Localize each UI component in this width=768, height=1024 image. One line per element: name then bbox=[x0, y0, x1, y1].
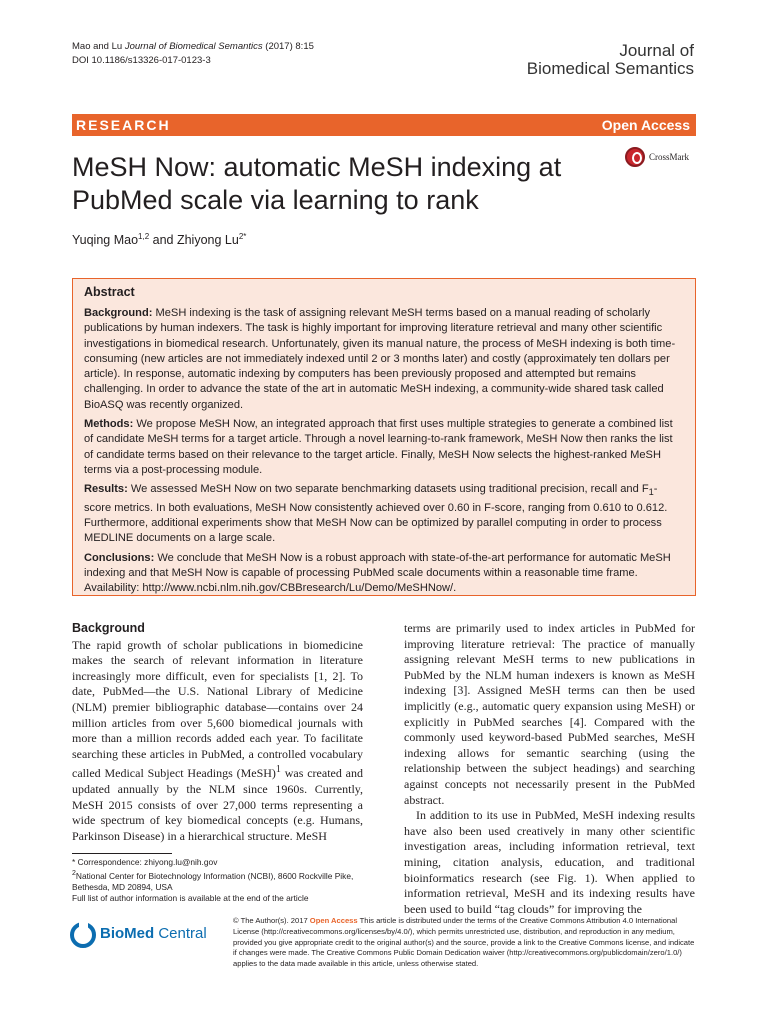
abstract-conclusions-text: We conclude that MeSH Now is a robust approach with state-of-the-art performance for automatic MeSH indexing and that MeSH Now is capable of processing PubMed scale documents within a reasonable time frame. Availability: http://www.ncbi.nlm.nih.gov/CBBresearch/Lu/Demo/MeSHNow/. bbox=[84, 551, 671, 595]
abstract-conclusions-label: Conclusions: bbox=[84, 551, 155, 564]
crossmark-icon bbox=[625, 147, 645, 167]
biomed-central-icon bbox=[70, 922, 96, 948]
author-info-note: Full list of author information is available at the end of the article bbox=[72, 893, 309, 904]
license-notice bbox=[233, 916, 698, 970]
affiliation-text: National Center for Biotechnology Information (NCBI), 8600 Rockville Pike, Bethesda, MD 20894, USA bbox=[72, 871, 354, 893]
biomed-central-wordmark bbox=[100, 925, 207, 942]
abstract-background-label: Background: bbox=[84, 307, 153, 319]
journal-name-line1: Journal of bbox=[619, 41, 694, 60]
abstract-methods bbox=[84, 417, 684, 478]
article-type-bar bbox=[72, 114, 696, 136]
footnotes bbox=[72, 857, 372, 905]
abstract-results bbox=[84, 482, 684, 546]
citation-rest: (2017) 8:15 bbox=[262, 41, 314, 52]
affiliation-sup: 2 bbox=[72, 870, 76, 878]
body-text-b: was created and updated annually by the NLM since 1960s. Currently, MeSH 2015 consists of over 27,000 terms representing a wide spectrum of key biomedical concepts (e.g. Humans, Parkinson Disease) in a hierarchical structure. MeSH bbox=[72, 766, 364, 843]
author-1-affil: 1,2 bbox=[138, 232, 150, 241]
author-2[interactable]: and Zhiyong Lu bbox=[149, 233, 239, 248]
author-list bbox=[72, 232, 246, 247]
body-paragraph bbox=[72, 638, 363, 845]
abstract-background bbox=[84, 306, 684, 413]
journal-name bbox=[527, 42, 694, 78]
section-heading-background: Background bbox=[72, 621, 145, 635]
body-column-left bbox=[72, 621, 363, 844]
abstract-results-text-b: -score metrics. In both evaluations, MeSH Now consistently achieved over 0.60 in F-score, ranging from 0.610 to 0.612. Furthermore, additional experiments show that MeSH Now can be optimized by parallel computing in order to process MEDLINE documents on a large scale. bbox=[84, 483, 668, 545]
abstract-results-text-a: We assessed MeSH Now on two separate benchmarking datasets using traditional precision, recall and F bbox=[127, 483, 649, 496]
article-title: MeSH Now: automatic MeSH indexing at PubMed scale via learning to rank bbox=[72, 152, 562, 215]
affiliation bbox=[72, 868, 372, 893]
citation-line bbox=[72, 40, 314, 54]
license-text: This article is distributed under the terms of the Creative Commons Attribution 4.0 International License (http://creativecommons.org/licenses/by/4.0/), which permits unrestricted use, distribution, and reproduction in any medium, provided you give appropriate credit to the original author(s) and the source, provide a link to the Creative Commons license, and indicate if changes were made. The Creative Commons Public Domain Dedication waiver (http://creativecommons.org/publicdomain/zero/1.0/) applies to the data made available in this article, unless otherwise stated. bbox=[233, 916, 695, 969]
author-2-affil: 2* bbox=[238, 232, 247, 241]
body-paragraph: In addition to its use in PubMed, MeSH indexing results have also been used creatively in many other scientific investigation areas, including information retrieval, text mining, citation analysis, education, and traditional bioinformatics research (see Fig. 1). When applied to information retrieval, MeSH and its indexing results have been used to build “tag clouds” for improving the bbox=[404, 808, 695, 916]
license-prefix: © The Author(s). 2017 bbox=[233, 916, 310, 925]
doi[interactable]: DOI 10.1186/s13326-017-0123-3 bbox=[72, 55, 211, 66]
body-text-a: The rapid growth of scholar publications in biomedicine makes the search of relevant information in literature increasingly more difficult, even for specialists [1, 2]. To date, PubMed—the U.S. National Library of Medicine (NLM) premier bibliographic database—contains over 24 million articles from over 5,600 biomedical journals with more than a million records added each year. To facilitate searching these articles in PubMed, a controlled vocabulary called Medical Subject Headings (MeSH) bbox=[72, 637, 363, 781]
citation-header bbox=[72, 40, 314, 68]
bmc-rest: Central bbox=[154, 925, 207, 942]
citation-journal: Journal of Biomedical Semantics bbox=[124, 41, 263, 52]
footnote-ref[interactable]: 1 bbox=[275, 764, 281, 776]
article-type-label: RESEARCH bbox=[76, 117, 171, 133]
footnote-divider bbox=[72, 853, 172, 854]
abstract-methods-text: We propose MeSH Now, an integrated approach that first uses multiple strategies to generate a combined list of candidate MeSH terms for a target article. Through a novel learning-to-rank framework, MeSH Now then ranks the list of candidate terms based on their relevance to the target article. Finally, MeSH Now selects the highest-ranked MeSH terms via a post-processing module. bbox=[84, 418, 673, 476]
abstract-results-label: Results: bbox=[84, 483, 128, 496]
crossmark-label: CrossMark bbox=[649, 152, 689, 162]
license-open-access: Open Access bbox=[309, 916, 358, 925]
bmc-bold: BioMed bbox=[100, 925, 155, 942]
citation-authors: Mao and Lu bbox=[72, 41, 125, 52]
abstract-conclusions bbox=[84, 551, 684, 597]
correspondence[interactable]: * Correspondence: zhiyong.lu@nih.gov bbox=[72, 857, 218, 867]
abstract-methods-label: Methods: bbox=[84, 418, 134, 431]
open-access-label: Open Access bbox=[601, 117, 690, 133]
body-column-right bbox=[404, 621, 695, 917]
abstract-heading: Abstract bbox=[84, 285, 135, 299]
abstract-box bbox=[72, 278, 696, 596]
abstract-results-sub: 1 bbox=[648, 487, 654, 498]
abstract-background-text: MeSH indexing is the task of assigning relevant MeSH terms based on a manual reading of scholarly publications by human indexers. The task is highly important for improving literature retrieval and many other scientific investigations in biomedical research. Unfortunately, given its manual nature, the process of MeSH indexing is both time-consuming (new articles are not immediately indexed until 2 or 3 months later) and costly (approximately ten dollars per article). In response, automatic indexing by computers has been previously proposed and attempted but remains challenging. In order to advance the state of the art in automatic MeSH indexing, a community-wide shared task called BioASQ was recently organized. bbox=[84, 307, 676, 411]
body-paragraph: terms are primarily used to index articles in PubMed for improving literature retrieval: The practice of manually assigning relevant MeSH terms to new publications in PubMed by the NLM human indexers is known as MeSH indexing [3]. Assigned MeSH terms can then be used implicitly (e.g., automatic query expansion using MeSH) or explicitly in PubMed searches [4]. Compared with the commonly used keyword-based PubMed searches, MeSH indexing allows for semantic searching (using the relationship between the subject headings) and searching against concepts not necessarily present in the PubMed abstract. bbox=[404, 621, 695, 807]
journal-name-line2: Biomedical Semantics bbox=[526, 59, 694, 78]
author-1[interactable]: Yuqing Mao bbox=[72, 233, 139, 248]
biomed-central-logo[interactable] bbox=[70, 920, 230, 950]
crossmark-badge[interactable] bbox=[625, 146, 697, 172]
